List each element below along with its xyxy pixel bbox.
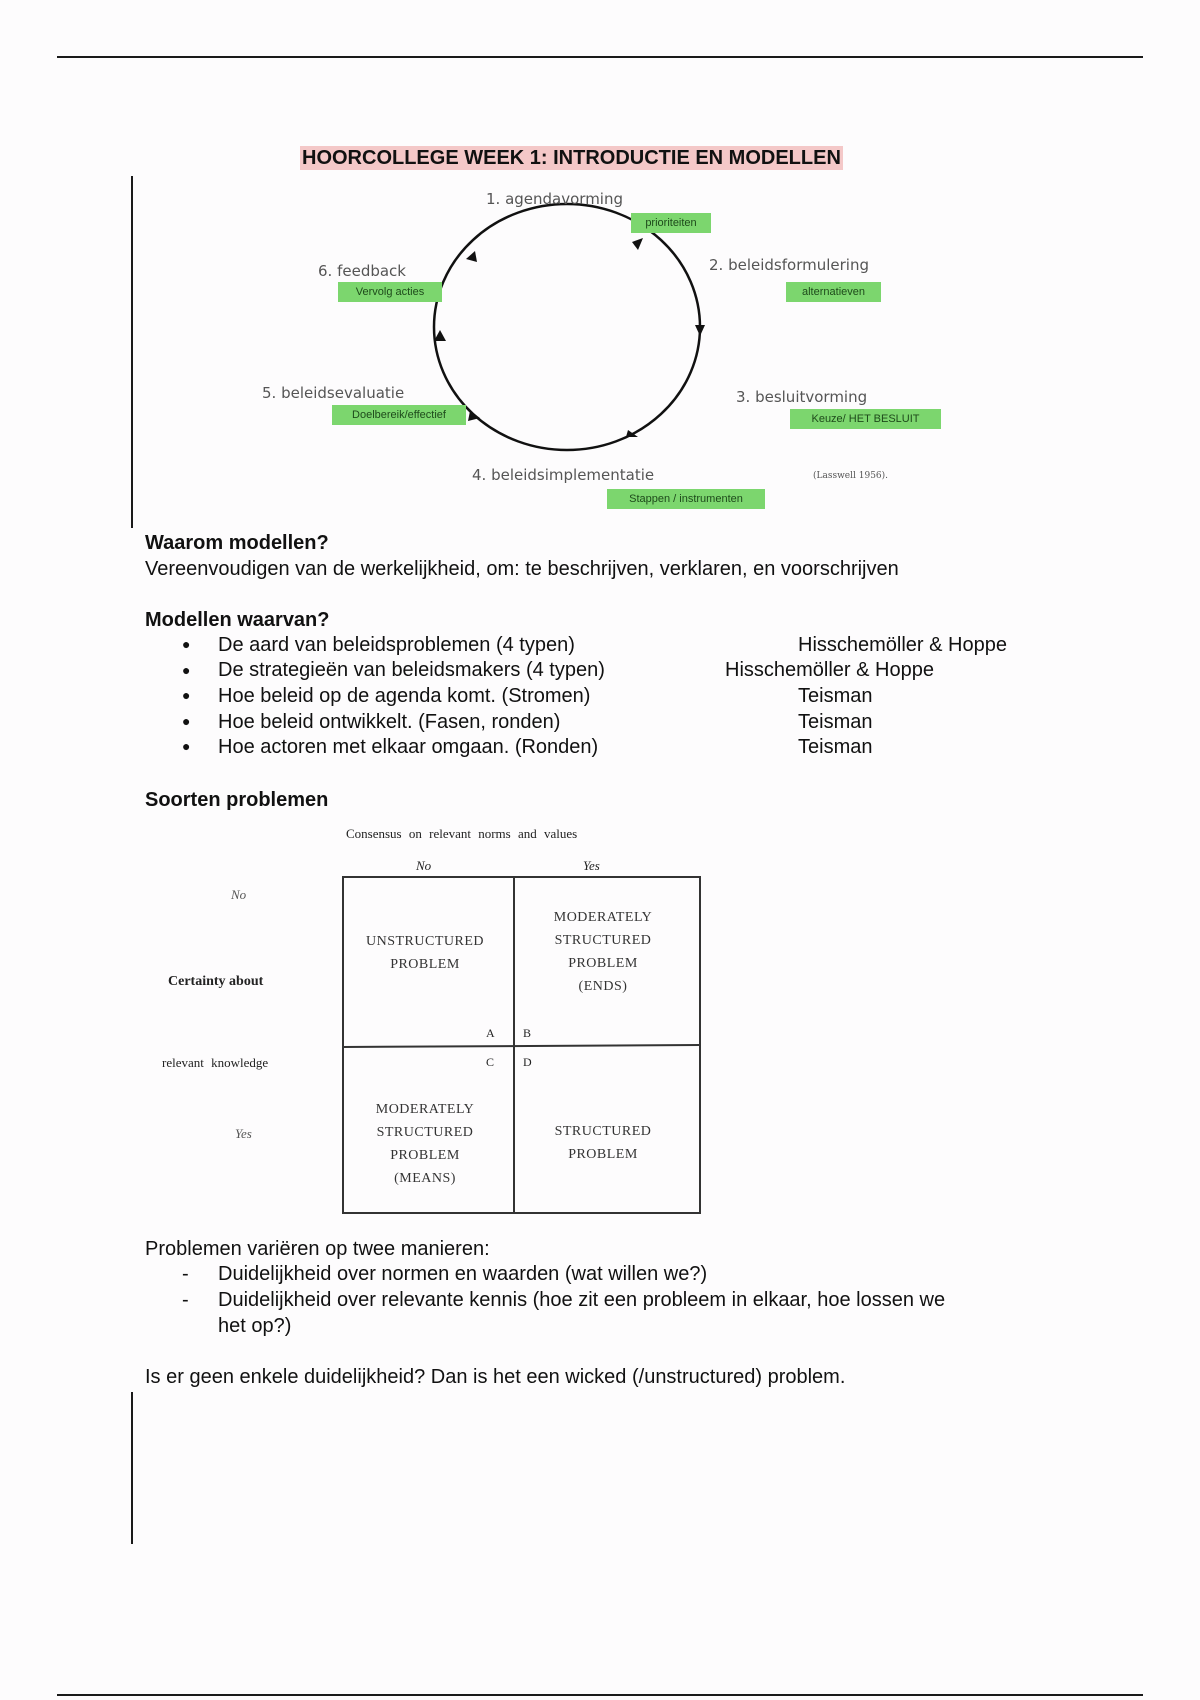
dash-marker: -: [182, 1263, 189, 1285]
modellen-heading: Modellen waarvan?: [145, 609, 330, 631]
stage-5-tag: Doelbereik/effectief: [332, 405, 466, 425]
stage-6-tag: Vervolg acties: [338, 282, 442, 302]
bullet-icon: ●: [182, 687, 191, 703]
variatie-intro: Problemen variëren op twee manieren:: [145, 1238, 490, 1260]
cell-letter-d: D: [523, 1055, 532, 1069]
cell-d-line: PROBLEM: [568, 1147, 638, 1162]
matrix-row-no: No: [231, 887, 247, 902]
bullet-icon: ●: [182, 636, 191, 652]
list-item-text: Hoe beleid op de agenda komt. (Stromen): [218, 685, 591, 707]
cell-c-line: STRUCTURED: [376, 1125, 474, 1140]
list-item-author: Hisschemöller & Hoppe: [725, 659, 934, 681]
cell-a-line: UNSTRUCTURED: [365, 934, 484, 949]
matrix-col-no: No: [416, 858, 432, 873]
cell-b: [527, 906, 679, 998]
list-item-author: Teisman: [798, 736, 873, 758]
list-item-author: Teisman: [798, 685, 873, 707]
bullet-icon: ●: [182, 738, 191, 754]
stage-4-label: 4. beleidsimplementatie: [472, 466, 655, 484]
list-item-text: De strategieën van beleidsmakers (4 typen): [218, 659, 605, 681]
list-item-text: Hoe actoren met elkaar omgaan. (Ronden): [218, 736, 599, 758]
stage-2-tag: alternatieven: [786, 282, 881, 302]
dash-marker: -: [182, 1289, 189, 1311]
matrix-top-title: Consensus on relevant norms and values: [346, 826, 578, 841]
bullet-icon: ●: [182, 662, 191, 678]
bottom-rule: [57, 1694, 1143, 1696]
stage-6-label: 6. feedback: [318, 262, 406, 280]
stage-4-tag: Stappen / instrumenten: [607, 489, 765, 509]
list-item-text: Duidelijkheid over normen en waarden (wat willen we?): [218, 1263, 708, 1285]
matrix-divider-h: [343, 1045, 700, 1047]
stage-5-label: 5. beleidsevaluatie: [262, 384, 405, 402]
cell-b-line: STRUCTURED: [554, 933, 652, 948]
cell-c-line: (MEANS): [394, 1171, 456, 1186]
cell-a-line: PROBLEM: [390, 957, 460, 972]
waarom-text: Vereenvoudigen van de werkelijkheid, om: te beschrijven, verklaren, en voorschrijven: [145, 558, 899, 580]
stage-3-label: 3. besluitvorming: [736, 388, 868, 406]
citation: (Lasswell 1956).: [813, 471, 889, 481]
stage-3-tag: Keuze/ HET BESLUIT: [790, 409, 941, 429]
bullet-icon: ●: [182, 713, 191, 729]
cell-c: [350, 1098, 500, 1190]
soorten-heading: Soorten problemen: [145, 789, 329, 811]
list-item-author: Hisschemöller & Hoppe: [798, 634, 1007, 656]
margin-bar: [131, 1392, 133, 1544]
matrix-col-yes: Yes: [583, 858, 600, 873]
cell-c-line: MODERATELY: [375, 1102, 475, 1117]
list-item-author: Teisman: [798, 711, 873, 733]
cell-letter-b: B: [523, 1026, 532, 1040]
list-item-text: De aard van beleidsproblemen (4 typen): [218, 634, 575, 656]
matrix-side-title: Certainty about: [168, 974, 264, 989]
matrix-row-yes: Yes: [235, 1126, 252, 1141]
page-title: HOORCOLLEGE WEEK 1: INTRODUCTIE EN MODELLEN: [302, 147, 841, 169]
cell-b-line: (ENDS): [578, 979, 628, 994]
cell-d: [527, 1120, 679, 1166]
cell-b-line: MODERATELY: [553, 910, 653, 925]
list-item-text: Hoe beleid ontwikkelt. (Fasen, ronden): [218, 711, 561, 733]
cell-b-line: PROBLEM: [568, 956, 638, 971]
conclusion-text: Is er geen enkele duidelijkheid? Dan is het een wicked (/unstructured) problem.: [145, 1366, 846, 1388]
cell-letter-a: A: [486, 1026, 495, 1040]
cell-c-line: PROBLEM: [390, 1148, 460, 1163]
matrix-side-title: relevant knowledge: [162, 1055, 269, 1070]
list-item-text: Duidelijkheid over relevante kennis (hoe zit een probleem in elkaar, hoe lossen we: [218, 1289, 946, 1311]
list-item-text: het op?): [218, 1315, 292, 1337]
cell-a: [350, 930, 500, 976]
stage-1-label: 1. agendavorming: [486, 190, 624, 208]
cell-letter-c: C: [486, 1055, 495, 1069]
cell-d-line: STRUCTURED: [554, 1124, 652, 1139]
waarom-heading: Waarom modellen?: [145, 532, 329, 554]
stage-1-tag: prioriteiten: [631, 213, 711, 233]
stage-2-label: 2. beleidsformulering: [709, 256, 869, 274]
